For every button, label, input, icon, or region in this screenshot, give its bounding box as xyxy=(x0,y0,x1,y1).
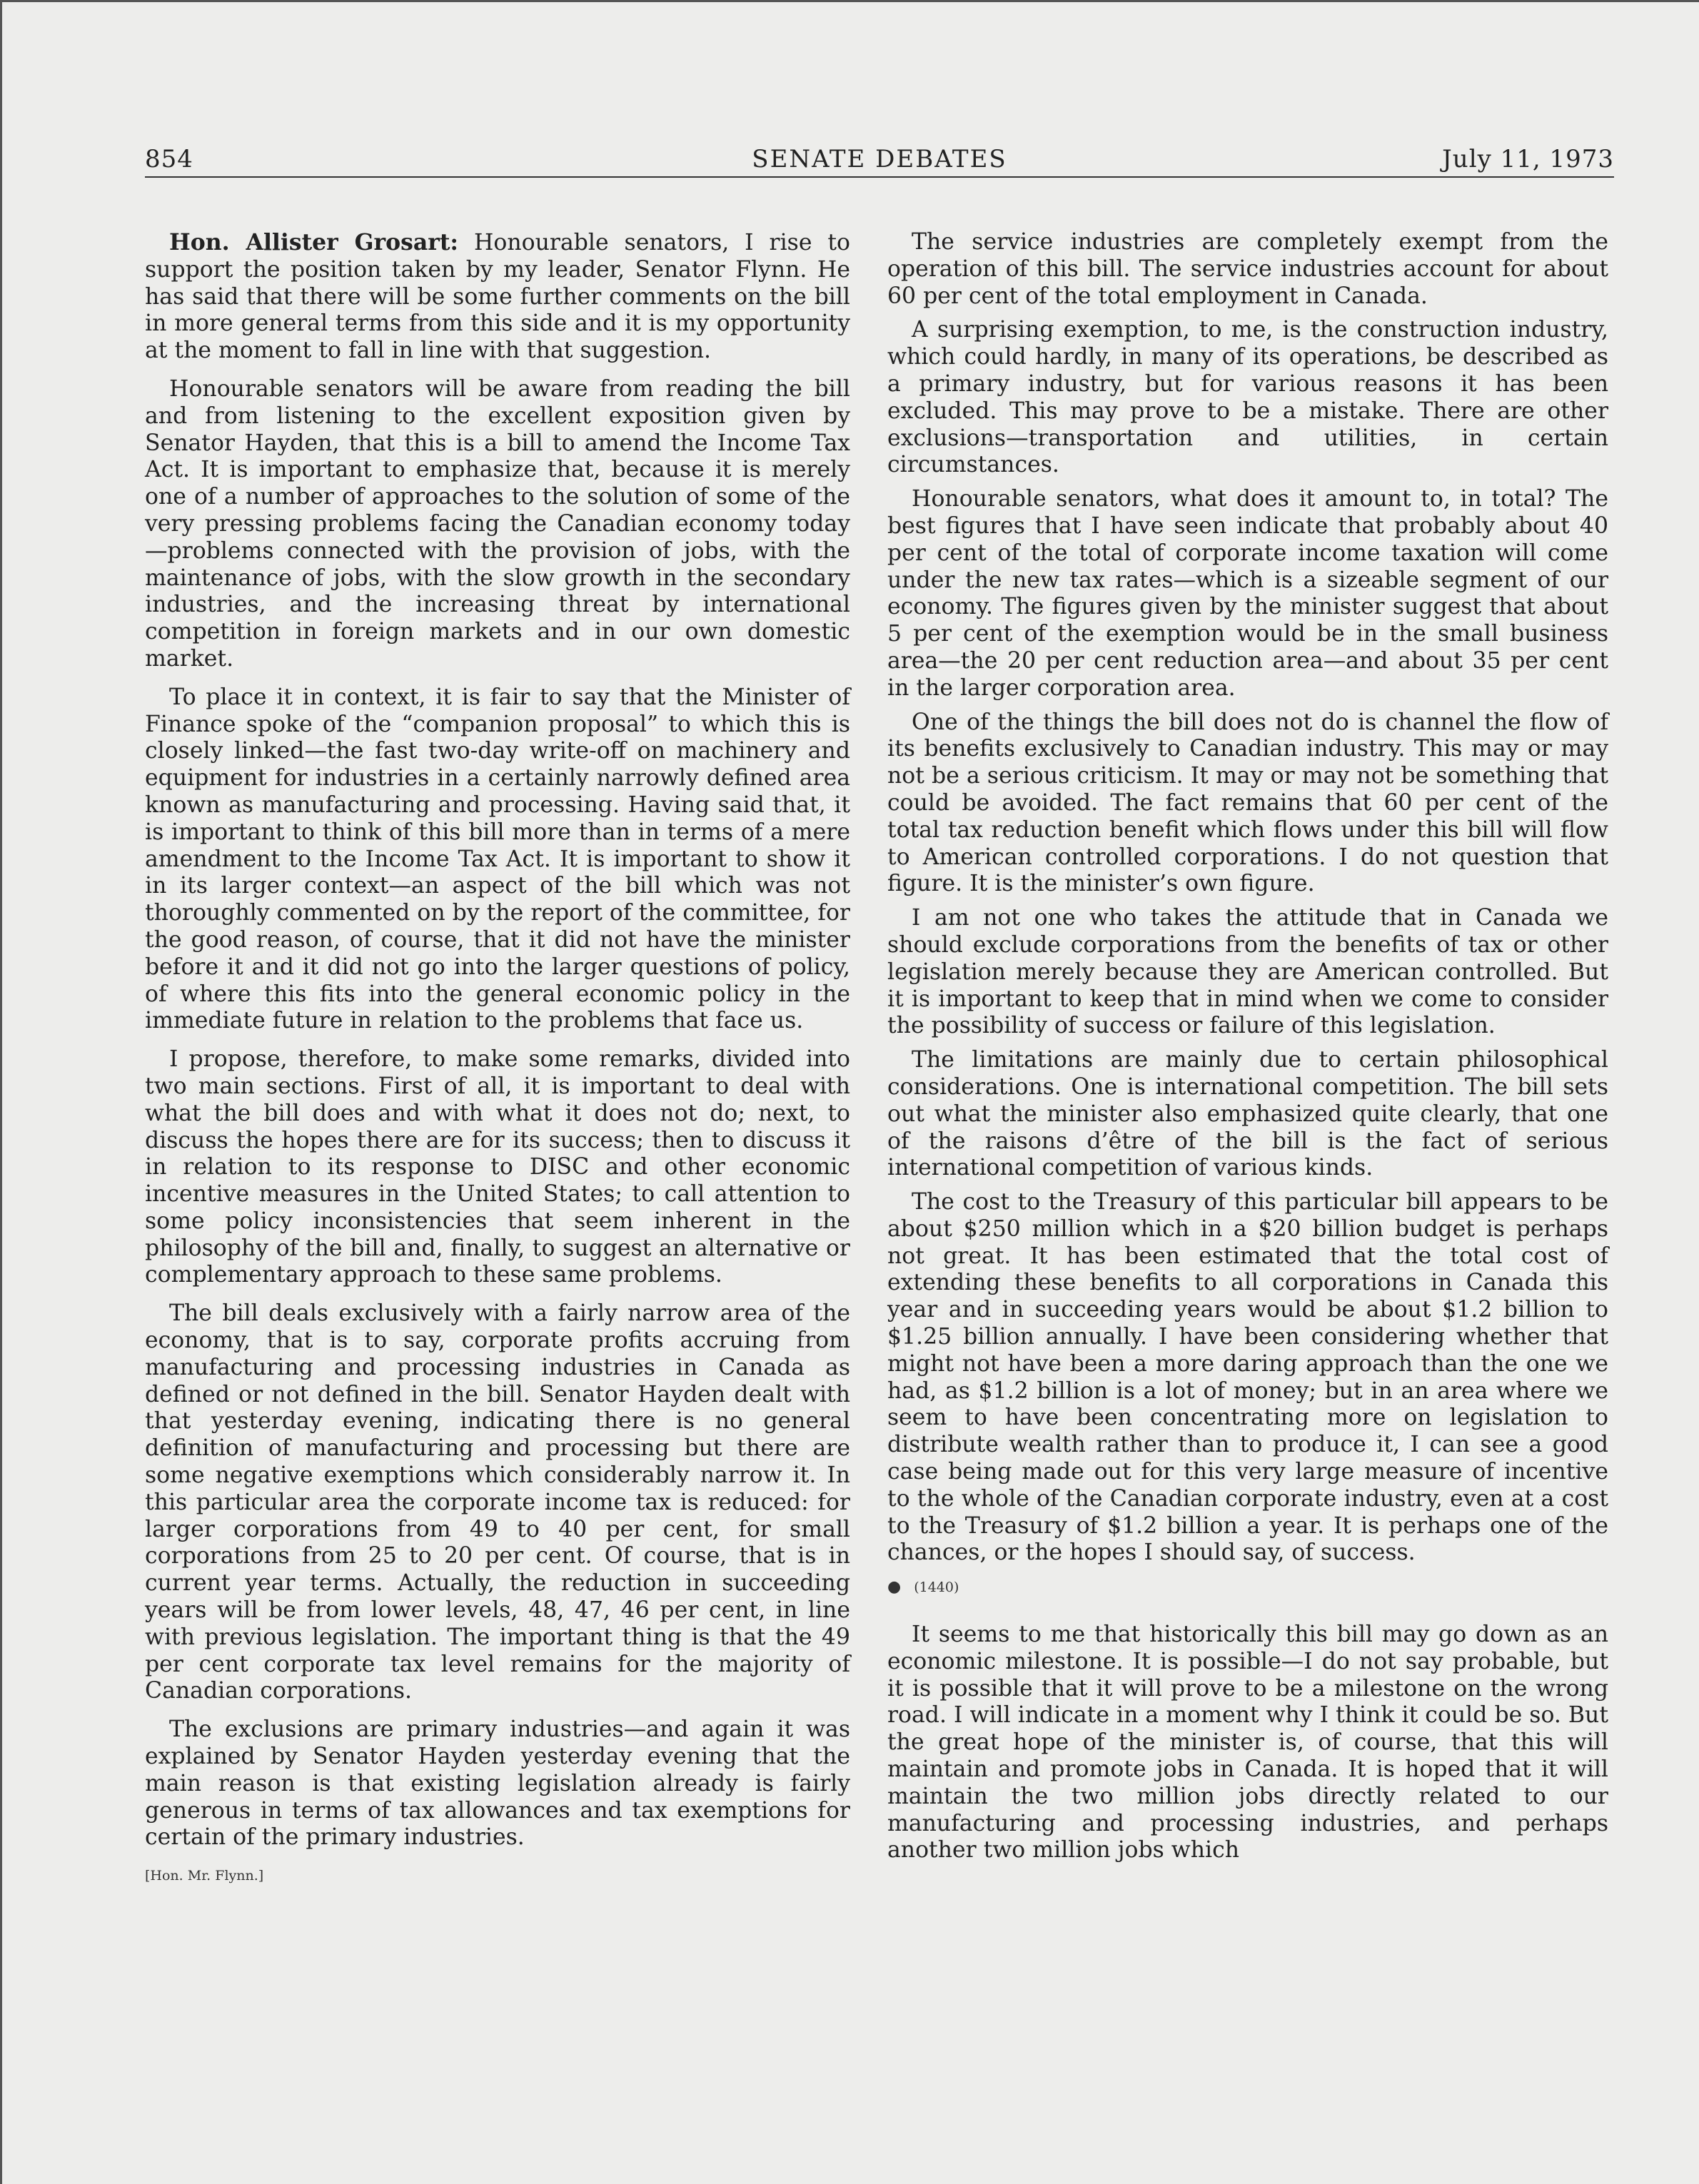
right-column xyxy=(887,229,1608,1871)
paragraph: The service industries are completely exempt from the operation of this bill. The service industries account for about 60 per cent of the total employment in Canada. xyxy=(887,229,1608,309)
page-header xyxy=(145,145,1614,178)
publication-title: SENATE DEBATES xyxy=(752,145,1007,173)
speaker-attribution: [Hon. Mr. Flynn.] xyxy=(145,1868,264,1884)
page-number: 854 xyxy=(145,145,193,173)
paragraph: The exclusions are primary industries—and again it was explained by Senator Hayden yesterday evening that the main reason is that existing legislation already is fairly generous in terms of tax allowances and tax exemptions for certain of the primary industries. xyxy=(145,1717,850,1851)
paragraph: To place it in context, it is fair to say that the Minister of Finance spoke of the “companion proposal” to which this is closely linked—the fast two-day write-off on machinery and equipment for industries in a certainly narrowly defined area known as manufacturing and processing. Having said that, it is important to think of this bill more than in terms of a mere amendment to the Income Tax Act. It is important to show it in its larger context—an aspect of the bill which was not thoroughly commented on by the report of the committee, for the good reason, of course, that it did not have the minister before it and it did not go into the larger questions of policy, of where this fits into the general economic policy in the immediate future in relation to the problems that face us. xyxy=(145,684,850,1034)
paragraph: The bill deals exclusively with a fairly narrow area of the economy, that is to say, corporate profits accruing from manufacturing and processing industries in Canada as defined or not defined in the bill. Senator Hayden dealt with that yesterday evening, indicating there is no general definition of manufacturing and processing but there are some negative exemptions which considerably narrow it. In this particular area the corporate income tax is reduced: for larger corporations from 49 to 40 per cent, for small corporations from 25 to 20 per cent. Of course, that is in current year terms. Actually, the reduction in succeeding years will be from lower levels, 48, 47, 46 per cent, in line with previous legislation. The important thing is that the 49 per cent corporate tax level remains for the majority of Canadian corporations. xyxy=(145,1300,850,1704)
time-marker xyxy=(887,1574,1608,1602)
paragraph: One of the things the bill does not do is channel the flow of its benefits exclusively to Canadian industry. This may or may not be a serious criticism. It may or may not be something that could be avoided. The fact remains that 60 per cent of the total tax reduction benefit which flows under this bill will flow to American controlled corporations. I do not question that figure. It is the minister’s own figure. xyxy=(887,709,1608,897)
paragraph: Honourable senators will be aware from reading the bill and from listening to the excellent exposition given by Senator Hayden, that this is a bill to amend the Income Tax Act. It is important to emphasize that, because it is merely one of a number of approaches to the solution of some of the very pressing problems facing the Canadian economy today—problems connected with the provision of jobs, with the maintenance of jobs, with the slow growth in the secondary industries, and the increasing threat by international competition in foreign markets and in our own domestic market. xyxy=(145,375,850,672)
speaker-name: Hon. Allister Grosart: xyxy=(169,229,459,256)
left-column xyxy=(145,229,850,1890)
publication-date: July 11, 1973 xyxy=(1442,145,1614,173)
paragraph: Hon. Allister Grosart: Honourable senators, I rise to support the position taken by my leader, Senator Flynn. He has said that there will be some further comments on the bill in more general terms from this side and it is my opportunity at the moment to fall in line with that suggestion. xyxy=(145,229,850,364)
bullet-icon: ● xyxy=(887,1578,902,1597)
paragraph: The cost to the Treasury of this particular bill appears to be about $250 million which in a $20 billion budget is perhaps not great. It has been estimated that the total cost of extending these benefits to all corporations in Canada this year and in succeeding years would be about $1.2 billion to $1.25 billion annually. I have been considering whether that might not have been a more daring approach than the one we had, as $1.2 billion is a lot of money; but in an area where we seem to have been concentrating more on legislation to distribute wealth rather than to produce it, I can see a good case being made out for this very large measure of incentive to the whole of the Canadian corporate industry, even at a cost to the Treasury of $1.2 billion a year. It is perhaps one of the chances, or the hopes I should say, of success. xyxy=(887,1189,1608,1566)
paragraph: A surprising exemption, to me, is the construction industry, which could hardly, in many of its operations, be described as a primary industry, but for various reasons it has been excluded. This may prove to be a mistake. There are other exclusions—transportation and utilities, in certain circumstances. xyxy=(887,317,1608,478)
paragraph: It seems to me that historically this bill may go down as an economic milestone. It is possible—I do not say probable, but it is possible that it will prove to be a milestone on the wrong road. I will indicate in a moment why I think it could be so. But the great hope of the minister is, of course, that this will maintain and promote jobs in Canada. It is hoped that it will maintain the two million jobs directly related to our manufacturing and processing industries, and perhaps another two million jobs which xyxy=(887,1622,1608,1864)
paragraph: Honourable senators, what does it amount to, in total? The best figures that I have seen indicate that probably about 40 per cent of the total of corporate income taxation will come under the new tax rates—which is a sizeable segment of our economy. The figures given by the minister suggest that about 5 per cent of the exemption would be in the small business area—the 20 per cent reduction area—and about 35 per cent in the larger corporation area. xyxy=(887,486,1608,701)
paragraph: I propose, therefore, to make some remarks, divided into two main sections. First of all, it is important to deal with what the bill does and with what it does not do; next, to discuss the hopes there are for its success; then to discuss it in relation to its response to DISC and other economic incentive measures in the United States; to call attention to some policy inconsistencies that seem inherent in the philosophy of the bill and, finally, to suggest an alternative or complementary approach to these same problems. xyxy=(145,1046,850,1288)
paragraph: I am not one who takes the attitude that in Canada we should exclude corporations from the benefits of tax or other legislation merely because they are American controlled. But it is important to keep that in mind when we come to consider the possibility of success or failure of this legislation. xyxy=(887,905,1608,1039)
time-marker-label: (1440) xyxy=(914,1579,959,1596)
paragraph: The limitations are mainly due to certain philosophical considerations. One is international competition. The bill sets out what the minister also emphasized quite clearly, that one of the raisons d’être of the bill is the fact of serious international competition of various kinds. xyxy=(887,1047,1608,1181)
